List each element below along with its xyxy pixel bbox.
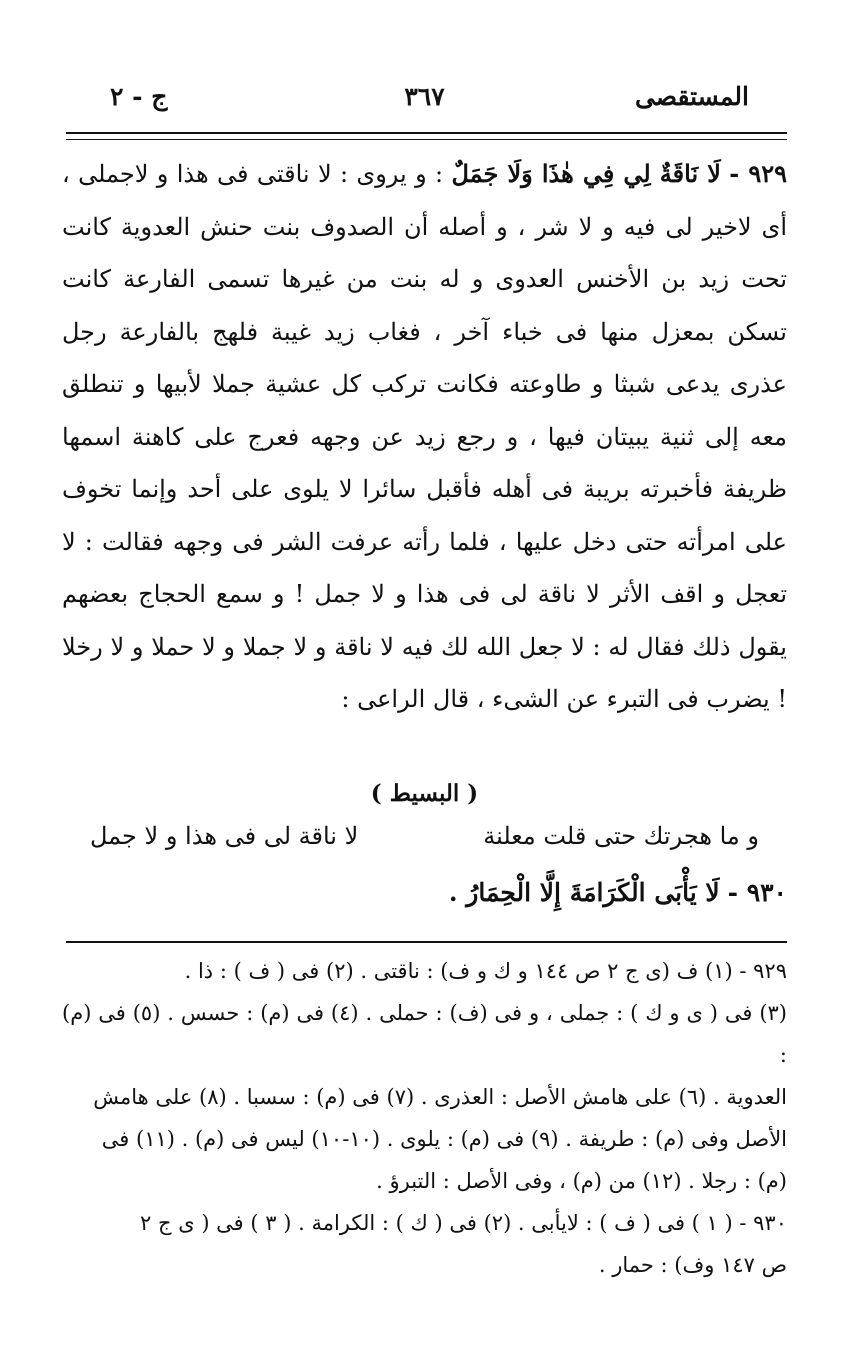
poem-meter: ( البسيط ): [370, 780, 479, 807]
footnote-rule: [66, 941, 787, 943]
entry-number: ٩٣٠ -: [727, 878, 787, 907]
entry-930: [62, 878, 787, 907]
footnote-line: ٩٣٠ - ( ١ ) فى ( ف ) : لايأبى . (٢) فى ( ك ) : الكرامة . ( ٣ ) فى ( ى ج ٢: [140, 1211, 787, 1235]
footnotes: [62, 950, 787, 1286]
entry-headword: لَا يَأْبَى الْكَرَامَةَ إِلَّا الْحِمَارُ .: [448, 878, 720, 907]
entry-number: ٩٢٩ -: [729, 159, 787, 188]
footnote-line: (٣) فى ( ى و ك ) : جملى ، و فى (ف) : حملى . (٤) فى (م) : حسس . (٥) فى (م) :: [62, 1001, 787, 1067]
running-header: [100, 82, 749, 122]
hemistich-first: و ما هجرتك حتى قلت معلنة: [483, 822, 759, 850]
footnote-line: (م) : رجلا . (١٢) من (م) ، وفى الأصل : التبرؤ .: [376, 1169, 787, 1193]
footnote-line: العدوية . (٦) على هامش الأصل : العذرى . (٧) فى (م) : سسبا . (٨) على هامش: [93, 1085, 787, 1109]
page-number: ٣٦٧: [404, 82, 445, 111]
entry-headword: لَا نَاقَةٌ لِي فِي هٰذَا وَلَا جَمَلٌ: [451, 159, 721, 188]
header-rule-thin: [66, 139, 787, 140]
footnote-line: ص ١٤٧ وف) : حمار .: [598, 1253, 787, 1277]
footnote-line: الأصل وفى (م) : طريفة . (٩) فى (م) : يلوى . (١٠-١٠) ليس فى (م) . (١١) فى: [101, 1127, 787, 1151]
poem-verse: [90, 822, 759, 850]
book-title: المستقصى: [634, 82, 749, 111]
volume-label: ج - ٢: [110, 82, 168, 111]
hemistich-second: لا ناقة لى فى هذا و لا جمل: [90, 822, 359, 850]
footnote-line: ٩٢٩ - (١) ف (ى ج ٢ ص ١٤٤ و ك و ف) : ناقتى . (٢) فى ( ف ) : ذا .: [184, 959, 787, 983]
entry-text: : و يروى : لا ناقتى فى هذا و لاجملى ، أى لاخير لى فيه و لا شر ، و أصله أن الصدوف بنت حنش العدوية كانت تحت زيد بن الأخنس العدوى و له بنت من غيرها تسمى الفارعة كانت تسكن بمعزل منها فى خباء آخر ، فغاب زيد غيبة فلهج بالفارعة رجل عذرى يدعى شبثا و طاوعته فكانت تركب كل عشية جملا لأبيها و تنطلق معه إلى ثنية يبيتان فيها ، و رجع زيد عن وجهه فعرج على كاهنة اسمها ظريفة فأخبرته بريبة فى أهله فأقبل سائرا لا يلوى على أحد وإنما تخوف على امرأته حتى دخل عليها ، فلما رأته عرفت الشر فى وجهه فقالت : لا تعجل و اقف الأثر لا ناقة لى فى هذا و لا جمل ! و سمع الحجاج بعضهم يقول ذلك فقال له : لا جعل الله لك فيه لا ناقة و لا جملا و لا حملا و لا رخلا ! يضرب فى التبرء عن الشىء ، قال الراعى :: [62, 160, 787, 713]
entry-929: [62, 148, 787, 726]
header-rule-thick: [66, 132, 787, 134]
